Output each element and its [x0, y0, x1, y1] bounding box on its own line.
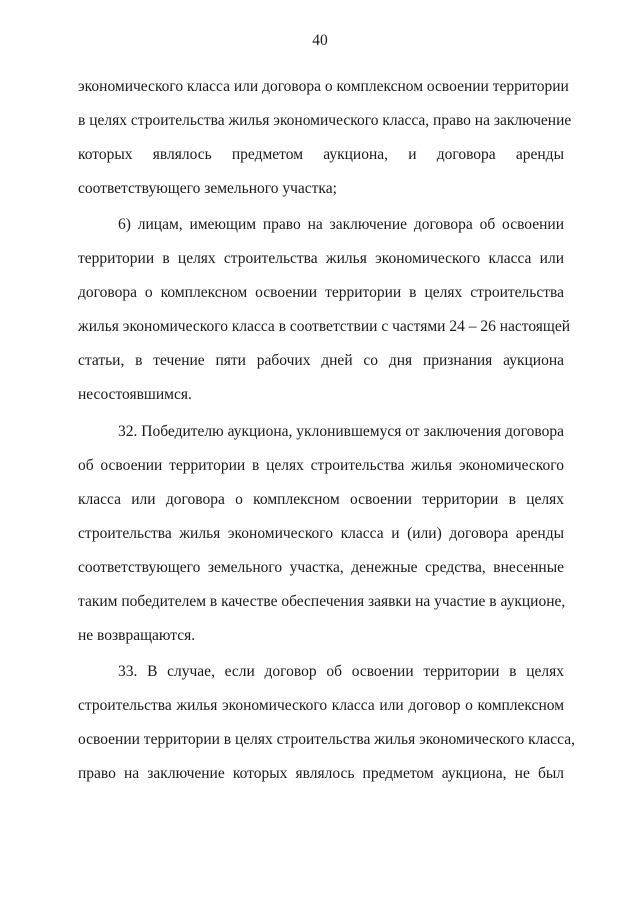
text-line: соответствующего земельного участка; [78, 180, 337, 197]
text-line: строительства жилья экономического класса или договор о комплексном [78, 697, 564, 714]
text-line: освоении территории в целях строительства жилья экономического класса, [78, 731, 575, 748]
text-line: 6) лицам, имеющим право на заключение договора об освоении [118, 216, 564, 233]
text-line: соответствующего земельного участка, денежные средства, внесенные [78, 559, 564, 576]
text-line: статьи, в течение пяти рабочих дней со дня признания аукциона [78, 352, 564, 369]
text-line: жилья экономического класса в соответствии с частями 24 – 26 настоящей [78, 318, 571, 335]
text-line: таким победителем в качестве обеспечения заявки на участие в аукционе, [78, 593, 566, 610]
text-line: несостоявшимся. [78, 386, 192, 403]
text-line: договора о комплексном освоении территории в целях строительства [78, 284, 564, 301]
text-line: право на заключение которых являлось предметом аукциона, не был [78, 765, 564, 782]
text-line: экономического класса или договора о комплексном освоении территории [78, 78, 569, 95]
text-line: в целях строительства жилья экономического класса, право на заключение [78, 112, 572, 129]
page-number: 40 [312, 32, 328, 49]
text-line: об освоении территории в целях строительства жилья экономического [78, 457, 564, 474]
text-line: 32. Победителю аукциона, уклонившемуся от заключения договора [118, 423, 564, 440]
text-line: 33. В случае, если договор об освоении территории в целях [118, 663, 564, 680]
text-line: класса или договора о комплексном освоении территории в целях [78, 491, 564, 508]
text-line: строительства жилья экономического класса и (или) договора аренды [78, 525, 564, 542]
text-line: не возвращаются. [78, 627, 196, 644]
text-line: которых являлось предметом аукциона, и договора аренды [78, 146, 564, 163]
text-line: территории в целях строительства жилья экономического класса или [78, 250, 564, 267]
